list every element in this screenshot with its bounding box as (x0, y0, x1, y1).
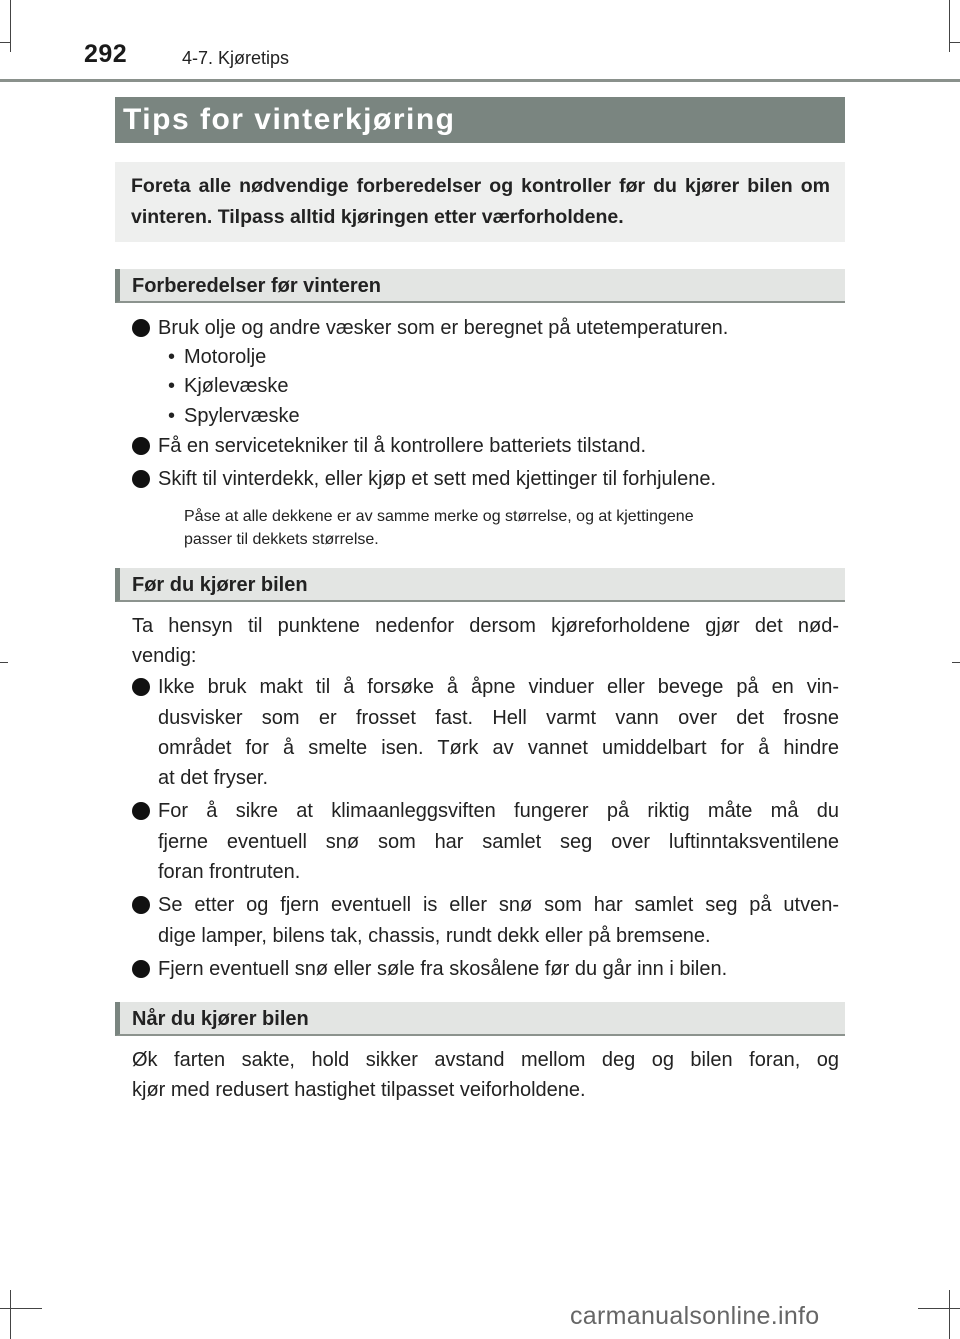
crop-mark (10, 1290, 11, 1339)
section-heading-while-driving: Når du kjører bilen (115, 1002, 845, 1036)
bullet-line: dige lamper, bilens tak, chassis, rundt dekk eller på bremsene. (158, 925, 711, 947)
paragraph-line: kjør med redusert hastighet tilpasset veiforholdene. (132, 1079, 586, 1101)
page-title: Tips for vinterkjøring (115, 97, 845, 143)
bullet-icon (132, 896, 150, 914)
bullet-icon (132, 319, 150, 337)
crop-mark (950, 42, 960, 43)
bullet-line: dusvisker som er frosset fast. Hell varmt vann over det frosne (158, 707, 839, 729)
crop-mark (0, 42, 10, 43)
bullet-icon (132, 960, 150, 978)
watermark: carmanualsonline.info (570, 1302, 820, 1330)
note-text: Påse at alle dekkene er av samme merke og størrelse, og at kjettingene (184, 508, 694, 525)
crop-mark (949, 1290, 950, 1339)
page-number: 292 (84, 40, 128, 68)
bullet-line: at det fryser. (158, 767, 269, 789)
bullet-line: Fjern eventuell snø eller søle fra skosålene før du går inn i bilen. (158, 958, 728, 980)
sub-item: Kjølevæske (184, 375, 289, 397)
bullet-icon (132, 470, 150, 488)
crop-mark (0, 662, 8, 663)
paragraph-line: Ta hensyn til punktene nedenfor dersom kjøreforholdene gjør det nød- (132, 615, 839, 637)
bullet-icon (132, 437, 150, 455)
bullet-line: fjerne eventuell snø som har samlet seg over luftinntaksventilene (158, 831, 839, 853)
paragraph-line: vendig: (132, 645, 197, 667)
crop-mark (952, 662, 960, 663)
bullet-icon (132, 678, 150, 696)
bullet-line: Se etter og fjern eventuell is eller snø som har samlet seg på utven- (158, 894, 839, 916)
bullet-line: Ikke bruk makt til å forsøke å åpne vinduer eller bevege på en vin- (158, 676, 839, 698)
bullet-text: Skift til vinterdekk, eller kjøp et sett med kjettinger til forhjulene. (158, 468, 717, 490)
crop-mark (10, 0, 11, 52)
bullet-text: Bruk olje og andre væsker som er beregnet på utetemperaturen. (158, 317, 729, 339)
bullet-line: området for å smelte isen. Tørk av vannet umiddelbart for å hindre (158, 737, 839, 759)
section-heading-preparations: Forberedelser før vinteren (115, 269, 845, 303)
chapter-title: 4-7. Kjøretips (182, 48, 290, 68)
bullet-icon (132, 802, 150, 820)
sub-bullet-icon: • (168, 375, 176, 397)
intro-box: Foreta alle nødvendige forberedelser og kontroller før du kjører bilen om vinteren. Tilpass alltid kjøringen etter værforholdene. (115, 162, 845, 242)
bullet-line: For å sikre at klimaanleggsviften fungerer på riktig måte må du (158, 800, 839, 822)
bullet-line: foran frontruten. (158, 861, 301, 883)
header-rule (0, 79, 960, 82)
sub-item: Motorolje (184, 346, 267, 368)
crop-mark (0, 1308, 42, 1309)
crop-mark (918, 1308, 960, 1309)
paragraph-line: Øk farten sakte, hold sikker avstand mellom deg og bilen foran, og (132, 1049, 839, 1071)
section-heading-before-driving: Før du kjører bilen (115, 568, 845, 602)
crop-mark (949, 0, 950, 52)
bullet-text: Få en servicetekniker til å kontrollere batteriets tilstand. (158, 435, 646, 457)
sub-item: Spylervæske (184, 405, 300, 427)
note-text: passer til dekkets størrelse. (184, 531, 379, 548)
sub-bullet-icon: • (168, 405, 176, 427)
sub-bullet-icon: • (168, 346, 176, 368)
